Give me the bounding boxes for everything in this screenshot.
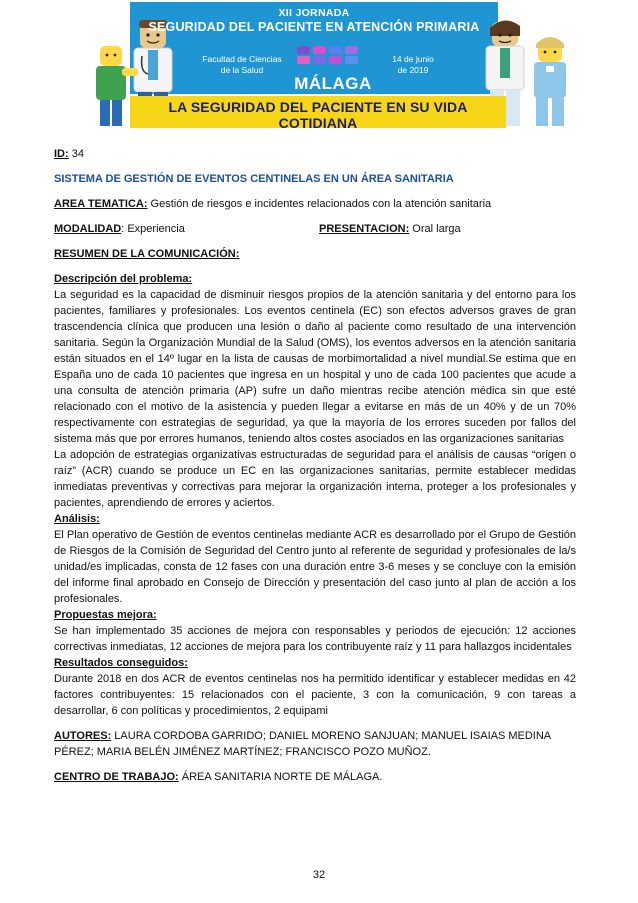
id-value: 34: [68, 148, 84, 160]
resultados-heading: Resultados conseguidos:: [54, 657, 188, 669]
area-label: AREA TEMATICA:: [54, 198, 148, 210]
analisis-heading: Análisis:: [54, 513, 100, 525]
autores-value: LAURA CORDOBA GARRIDO; DANIEL MORENO SANJUAN; MANUEL ISAIAS MEDINA PÉREZ; MARIA BELÉN JIMÉNEZ MARTÍNEZ; FRANCISCO POZO MUÑOZ.: [54, 730, 551, 758]
banner-edition: XII JORNADA: [278, 7, 350, 19]
resumen-heading: RESUMEN DE LA COMUNICACIÓN:: [54, 248, 240, 260]
banner-venue-line1: Facultad de Ciencias: [202, 54, 282, 64]
presentacion-group: [319, 221, 461, 237]
id-line: [54, 146, 576, 162]
banner-city: MÁLAGA: [294, 74, 372, 93]
page-number: 32: [312, 869, 326, 881]
header-banner: [0, 0, 638, 131]
banner-date-line2: de 2019: [397, 65, 429, 75]
banner-date-line1: 14 de junio: [392, 54, 434, 64]
autores-line: [54, 728, 576, 760]
area-line: [54, 196, 576, 212]
presentacion-value: Oral larga: [409, 223, 461, 235]
autores-label: AUTORES:: [54, 730, 112, 742]
centro-line: [54, 769, 576, 785]
area-value: Gestión de riesgos e incidentes relacionados con la atención sanitaria: [147, 198, 492, 210]
analisis-paragraph: El Plan operativo de Gestión de eventos centinelas mediante ACR es desarrollado por el Grupo de Gestión de Riesgos de la Comisión de Seguridad del Centro junto al referente de seguridad y profesionales de la/s unidad/es implicadas, consta de 12 fases con una duración entre 3-6 meses y se concluye con la emisión del informe final aprobado en Consejo de Dirección y presentación del caso junto al plan de acción a los profesionales.: [54, 529, 576, 605]
abstract-title: SISTEMA DE GESTIÓN DE EVENTOS CENTINELAS EN UN ÁREA SANITARIA: [54, 173, 454, 185]
id-label: ID:: [54, 148, 69, 160]
presentacion-label: PRESENTACION:: [319, 223, 410, 235]
problema-paragraph-2: La adopción de estrategias organizativas estructuradas de seguridad para el análisis de causas “origen o raíz” (ACR) cuando se produce un EC en las organizaciones sanitarias, permite establecer medidas inmediatas preventivas y correctivas para mejorar la organización interna, proteger a los profesionales y pacientes, aprendiendo de errores y aciertos.: [54, 449, 576, 509]
banner-title: SEGURIDAD DEL PACIENTE EN ATENCIÓN PRIMARIA: [148, 20, 480, 34]
banner-venue: [192, 54, 292, 76]
modalidad-value: : Experiencia: [121, 223, 185, 235]
propuestas-heading: Propuestas mejora:: [54, 609, 157, 621]
colored-bricks-icon: [297, 46, 361, 72]
banner-venue-line2: de la Salud: [220, 65, 264, 75]
banner-slogan: LA SEGURIDAD DEL PACIENTE EN SU VIDA COTIDIANA: [168, 99, 468, 131]
banner-date: [378, 54, 448, 76]
problema-heading: Descripción del problema:: [54, 273, 193, 285]
centro-label: CENTRO DE TRABAJO:: [54, 771, 179, 783]
abstract-document: [54, 146, 576, 785]
resultados-paragraph: Durante 2018 en dos ACR de eventos centinelas nos ha permitido identificar y establecer medidas en 42 factores contribuyentes: 15 relacionados con el paciente, 3 con la comunicación, 9 con tareas a desarrollar, 6 con políticas y procedimientos, 2 equipami: [54, 673, 576, 717]
modalidad-label: MODALIDAD: [54, 223, 122, 235]
problema-paragraph-1: La seguridad es la capacidad de disminuir riesgos propios de la atención sanitaria y del entorno para los pacientes, familiares y profesionales. Los eventos centinela (EC) son efectos adversos graves de gran trascendencia clínica que producen una lesión o daño al paciente como resultado de una intervención sanitaria. Según la Organización Mundial de la Salud (OMS), los eventos adversos en la atención sanitaria están situados en el 14º lugar en la lista de causas de morbimortalidad a nivel mundial.Se estima que en España uno de cada 10 pacientes que ingresa en un hospital y uno de cada 100 pacientes que acude a una consulta de atención primaria (AP) sufre un daño mientras recibe atención médica sin que esté relacionado con el motivo de la asistencia y pueden llegar a evitarse en más de un 40% y de un 70% respectivamente con estrategias de seguridad, ya que la mayoría de los errores suceden por fallos del sistema más que por errores humanos, teniendo altos costes asociados en las organizaciones sanitarias: [54, 289, 576, 445]
propuestas-paragraph: Se han implementado 35 acciones de mejora con responsables y periodos de ejecución: 12 acciones correctivas inmediatas, 12 acciones de mejora para los contribuyente raíz y 11 para hallazgos incidentales: [54, 625, 576, 653]
centro-value: ÁREA SANITARIA NORTE DE MÁLAGA.: [178, 771, 383, 783]
modalidad-line: [54, 221, 576, 237]
